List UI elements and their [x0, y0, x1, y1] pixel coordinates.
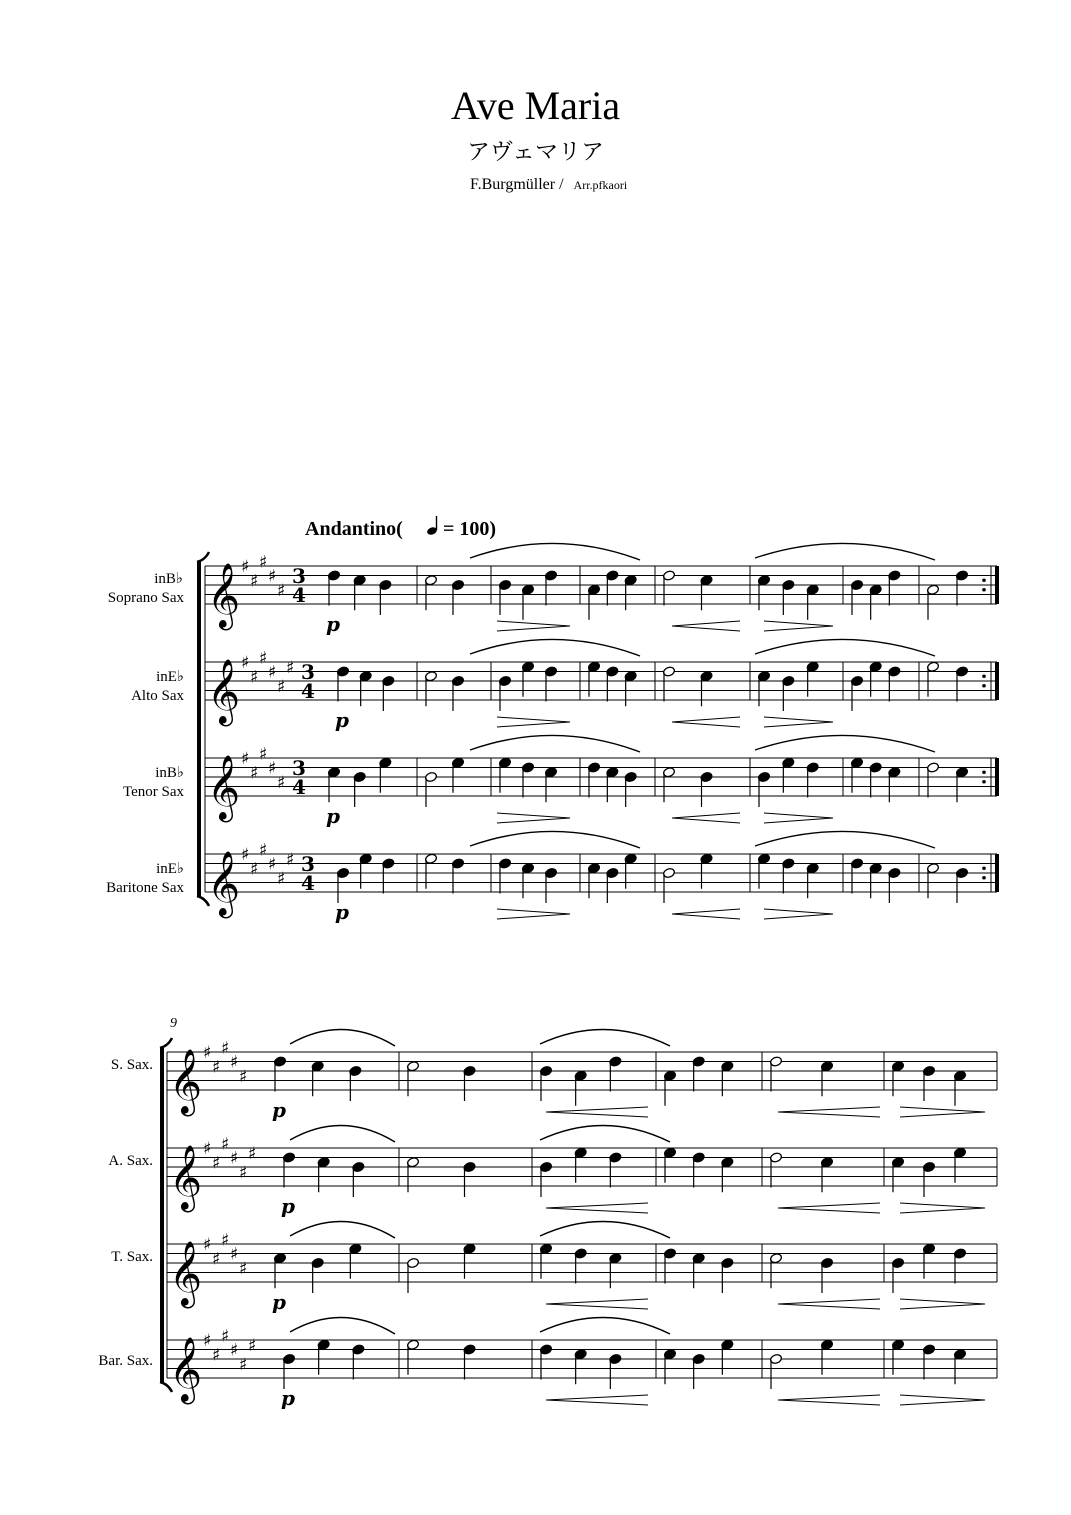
crescendo-hairpin: [778, 1395, 880, 1405]
slur: [470, 543, 640, 560]
system2-labels: [98, 1057, 153, 1369]
bracket-hook: [160, 1038, 172, 1048]
instrument-label-short: T. Sax.: [111, 1249, 153, 1265]
crescendo-hairpin: [778, 1299, 880, 1309]
instrument-label-line2: Alto Sax: [131, 688, 184, 704]
sharp-icon: ♯: [250, 763, 259, 784]
sharp-icon: ♯: [259, 552, 268, 573]
sharp-icon: ♯: [230, 1340, 239, 1361]
time-signature-top: 3: [292, 756, 306, 780]
dynamic-piano: p: [326, 804, 340, 828]
time-signature-bottom: 4: [301, 679, 315, 703]
tempo-value: = 100): [443, 518, 497, 540]
slur: [755, 735, 935, 752]
dynamic-piano: p: [281, 1194, 295, 1218]
sharp-icon: ♯: [239, 1162, 248, 1183]
diminuendo-hairpin: [764, 813, 833, 823]
sharp-icon: ♯: [212, 1345, 221, 1366]
dynamic-piano: p: [326, 612, 340, 636]
repeat-dot: [982, 876, 986, 880]
sharp-icon: ♯: [230, 1052, 239, 1073]
instrument-label-short: S. Sax.: [110, 1057, 153, 1073]
repeat-dot: [982, 684, 986, 688]
system-bracket: [160, 1048, 164, 1382]
treble-clef-icon: 𝄞: [169, 1241, 203, 1306]
sharp-icon: ♯: [212, 1249, 221, 1270]
diminuendo-hairpin: [900, 1299, 985, 1309]
score-subtitle: アヴェマリア: [466, 139, 605, 165]
slur: [540, 1125, 670, 1142]
diminuendo-hairpin: [764, 621, 833, 631]
sharp-icon: ♯: [239, 1354, 248, 1375]
slur: [290, 1221, 395, 1238]
treble-clef-icon: 𝄞: [207, 851, 241, 916]
crescendo-hairpin: [672, 813, 740, 823]
sharp-icon: ♯: [241, 749, 250, 769]
instrument-label-line2: Baritone Sax: [106, 880, 184, 896]
sharp-icon: ♯: [230, 1148, 239, 1169]
diminuendo-hairpin: [497, 717, 570, 727]
sharp-icon: ♯: [250, 667, 259, 688]
final-barline: [995, 758, 999, 796]
diminuendo-hairpin: [900, 1107, 985, 1117]
sharp-icon: ♯: [241, 557, 250, 577]
slur: [290, 1029, 395, 1046]
sharp-icon: ♯: [241, 653, 250, 673]
dynamic-piano: p: [281, 1386, 295, 1410]
slur: [755, 639, 935, 656]
sharp-icon: ♯: [241, 845, 250, 865]
crescendo-hairpin: [672, 717, 740, 727]
bracket-hook: [197, 552, 209, 562]
crescendo-hairpin: [672, 621, 740, 631]
diminuendo-hairpin: [497, 621, 570, 631]
time-signature-bottom: 4: [301, 871, 315, 895]
sharp-icon: ♯: [203, 1235, 212, 1255]
crescendo-hairpin: [672, 909, 740, 919]
final-barline: [995, 662, 999, 700]
composer-name: F.Burgmüller /: [470, 176, 564, 193]
sharp-icon: ♯: [230, 1244, 239, 1265]
sharp-icon: ♯: [221, 1134, 230, 1155]
notation-layer: [160, 543, 999, 1410]
sharp-icon: ♯: [268, 566, 277, 587]
sharp-icon: ♯: [203, 1043, 212, 1063]
repeat-dot: [982, 674, 986, 678]
sharp-icon: ♯: [277, 580, 286, 601]
dynamic-piano: p: [335, 900, 349, 924]
treble-clef-icon: 𝄞: [207, 563, 241, 628]
slur: [755, 831, 935, 848]
treble-clef-icon: 𝄞: [169, 1337, 203, 1402]
instrument-label-short: Bar. Sax.: [98, 1353, 153, 1369]
arranger-name: Arr.pfkaori: [573, 178, 628, 192]
sharp-icon: ♯: [277, 868, 286, 889]
instrument-label-short: A. Sax.: [108, 1153, 153, 1169]
sharp-icon: ♯: [239, 1258, 248, 1279]
sharp-icon: ♯: [248, 1335, 257, 1356]
diminuendo-hairpin: [900, 1203, 985, 1213]
quarter-note-icon: [426, 516, 438, 536]
slur: [290, 1125, 395, 1142]
repeat-dot: [982, 578, 986, 582]
diminuendo-hairpin: [764, 909, 833, 919]
crescendo-hairpin: [778, 1107, 880, 1117]
dynamic-piano: p: [272, 1098, 286, 1122]
sharp-icon: ♯: [221, 1326, 230, 1347]
slur: [540, 1317, 670, 1334]
score-title: Ave Maria: [450, 83, 621, 128]
crescendo-hairpin: [546, 1203, 648, 1213]
sharp-icon: ♯: [250, 571, 259, 592]
sharp-icon: ♯: [212, 1153, 221, 1174]
instrument-label-line1: inE♭: [156, 669, 184, 685]
sharp-icon: ♯: [212, 1057, 221, 1078]
sharp-icon: ♯: [259, 840, 268, 861]
final-barline: [995, 854, 999, 892]
crescendo-hairpin: [546, 1395, 648, 1405]
crescendo-hairpin: [546, 1107, 648, 1117]
slur: [290, 1317, 395, 1334]
sharp-icon: ♯: [268, 758, 277, 779]
sharp-icon: ♯: [221, 1230, 230, 1251]
instrument-label-line1: inB♭: [154, 571, 183, 587]
time-signature-bottom: 4: [292, 775, 306, 799]
sharp-icon: ♯: [203, 1331, 212, 1351]
treble-clef-icon: 𝄞: [207, 755, 241, 820]
sharp-icon: ♯: [268, 854, 277, 875]
sharp-icon: ♯: [277, 676, 286, 697]
slur: [470, 831, 640, 848]
repeat-dot: [982, 866, 986, 870]
crescendo-hairpin: [546, 1299, 648, 1309]
diminuendo-hairpin: [900, 1395, 985, 1405]
repeat-dot: [982, 588, 986, 592]
instrument-label-line2: Soprano Sax: [107, 590, 184, 606]
measure-number: 9: [170, 1016, 177, 1031]
repeat-dot: [982, 770, 986, 774]
diminuendo-hairpin: [497, 813, 570, 823]
instrument-label-line1: inB♭: [155, 765, 184, 781]
treble-clef-icon: 𝄞: [169, 1145, 203, 1210]
sharp-icon: ♯: [268, 662, 277, 683]
time-signature-bottom: 4: [292, 583, 306, 607]
time-signature-top: 3: [292, 564, 306, 588]
sharp-icon: ♯: [286, 849, 295, 870]
instrument-label-line2: Tenor Sax: [122, 784, 184, 800]
slur: [755, 543, 935, 560]
diminuendo-hairpin: [764, 717, 833, 727]
instrument-label-line1: inE♭: [156, 861, 184, 877]
slur: [470, 735, 640, 752]
dynamic-piano: p: [335, 708, 349, 732]
sharp-icon: ♯: [259, 648, 268, 669]
diminuendo-hairpin: [497, 909, 570, 919]
slur: [470, 639, 640, 656]
crescendo-hairpin: [778, 1203, 880, 1213]
time-signature-top: 3: [301, 660, 315, 684]
final-barline: [995, 566, 999, 604]
treble-clef-icon: 𝄞: [169, 1049, 203, 1114]
dynamic-piano: p: [272, 1290, 286, 1314]
sharp-icon: ♯: [248, 1143, 257, 1164]
system-bracket: [197, 562, 201, 896]
repeat-dot: [982, 780, 986, 784]
sharp-icon: ♯: [286, 657, 295, 678]
treble-clef-icon: 𝄞: [207, 659, 241, 724]
sharp-icon: ♯: [250, 859, 259, 880]
time-signature-top: 3: [301, 852, 315, 876]
sharp-icon: ♯: [259, 744, 268, 765]
sharp-icon: ♯: [239, 1066, 248, 1087]
sharp-icon: ♯: [277, 772, 286, 793]
tempo-text: Andantino(: [305, 518, 403, 540]
system1-labels: [106, 571, 184, 896]
slur: [540, 1029, 670, 1046]
sharp-icon: ♯: [203, 1139, 212, 1159]
sharp-icon: ♯: [221, 1038, 230, 1059]
slur: [540, 1221, 670, 1238]
